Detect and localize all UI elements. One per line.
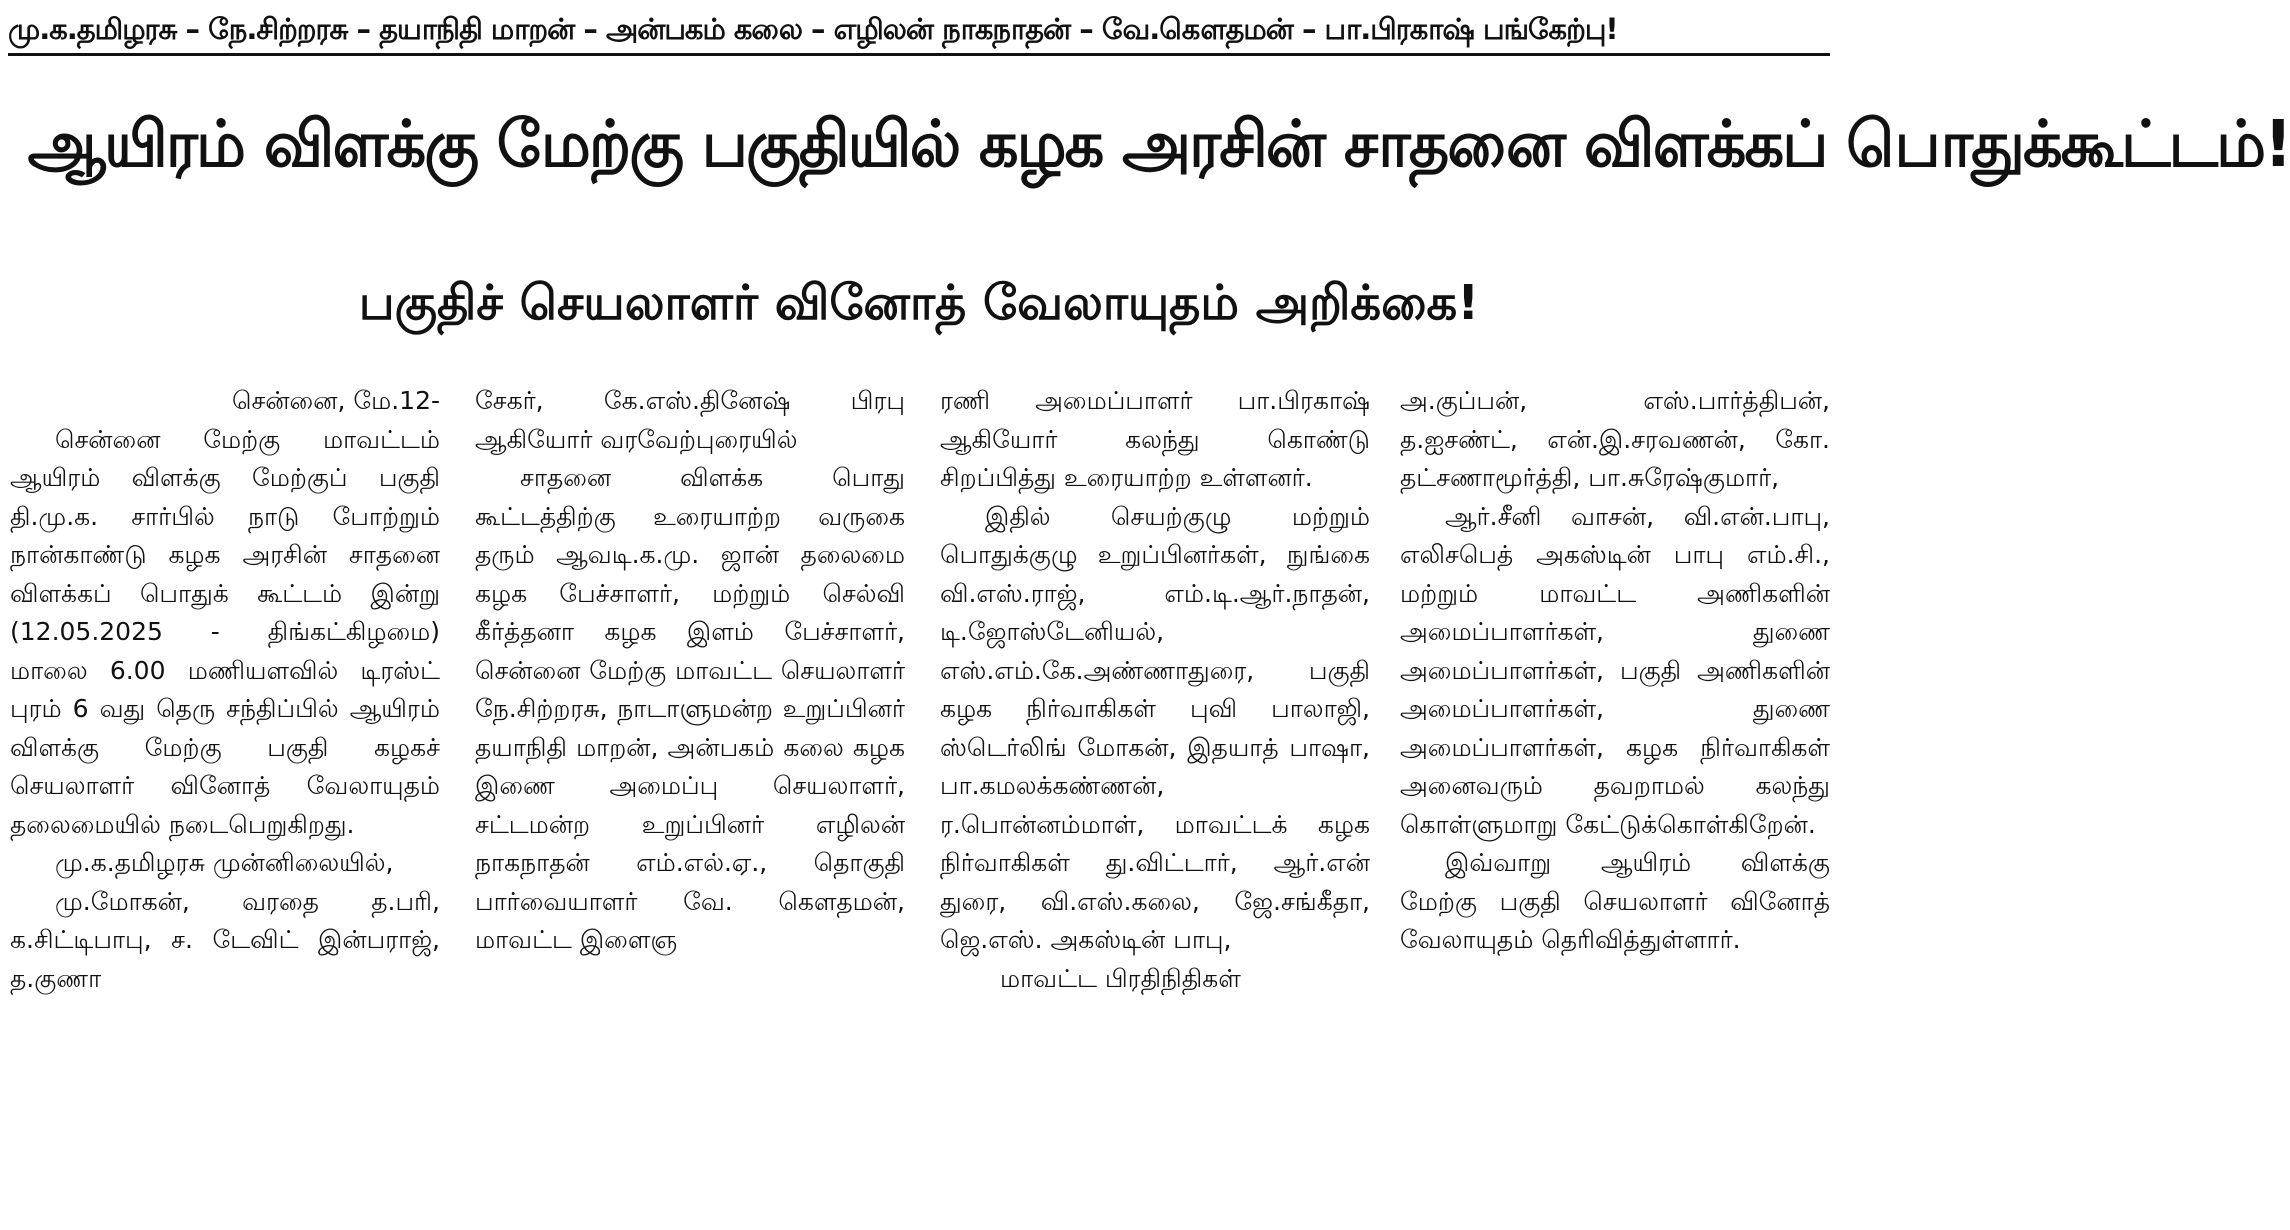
paragraph: இவ்வாறு ஆயிரம் விளக்கு மேற்கு பகுதி செயலாளர் வினோத் வேலாயுதம் தெரிவித்துள்ளார். [1400,848,1830,954]
participants-line: மு.க.தமிழரசு – நே.சிற்றரசு – தயாநிதி மாறன் – அன்பகம் கலை – எழிலன் நாகநாதன் – வே.கௌதமன் – பா.பிரகாஷ் பங்கேற்பு! [8,4,1830,56]
subheadline: பகுதிச் செயலாளர் வினோத் வேலாயுதம் அறிக்கை! [358,275,1480,331]
article-column-1 [10,382,440,1222]
paragraph: ரணி அமைப்பாளர் பா.பிரகாஷ் ஆகியோர் கலந்து கொண்டு சிறப்பித்து உரையாற்ற உள்ளனர். [940,386,1370,492]
paragraph: ஆர்.சீனி வாசன், வி.என்.பாபு, எலிசபெத் அகஸ்டின் பாபு எம்.சி., மற்றும் மாவட்ட அணிகளின் அமைப்பாளர்கள், துணை அமைப்பாளர்கள், பகுதி அணிகளின் அமைப்பாளர்கள், துணை அமைப்பாளர்கள், கழக நிர்வாகிகள் அனைவரும் தவறாமல் கலந்து கொள்ளுமாறு கேட்டுக்கொள்கிறேன். [1400,501,1830,839]
paragraph: மு.க.தமிழரசு முன்னிலையில், [55,848,394,877]
headline: ஆயிரம் விளக்கு மேற்கு பகுதியில் கழக அரசின் சாதனை விளக்கப் பொதுக்கூட்டம்! [27,108,2290,182]
paragraph: இதில் செயற்குழு மற்றும் பொதுக்குழு உறுப்பினர்கள், நுங்கை வி.எஸ்.ராஜ், எம்.டி.ஆர்.நாதன், டி.ஜோஸ்டேனியல், எஸ்.எம்.கே.அண்ணாதுரை, பகுதி கழக நிர்வாகிகள் புவி பாலாஜி, ஸ்டெர்லிங் மோகன், இதயாத் பாஷா, பா.கமலக்கண்ணன், ர.பொன்னம்மாள், மாவட்டக் கழக நிர்வாகிகள் து.விட்டார், ஆர்.என் துரை, வி.எஸ்.கலை, ஜே.சங்கீதா, ஜெ.எஸ். அகஸ்டின் பாபு, [940,501,1370,954]
article-column-4 [1400,382,1830,1222]
paragraph: அ.குப்பன், எஸ்.பார்த்திபன், த.ஐசண்ட், என்.இ.சரவணன், கோ. தட்சணாமூர்த்தி, பா.சுரேஷ்குமார், [1400,386,1830,492]
paragraph: சாதனை விளக்க பொது கூட்டத்திற்கு உரையாற்ற வருகை தரும் ஆவடி.க.மு. ஜான் தலைமை கழக பேச்சாளர், மற்றும் செல்வி கீர்த்தனா கழக இளம் பேச்சாளர், சென்னை மேற்கு மாவட்ட செயலாளர் நே.சிற்றரசு, நாடாளுமன்ற உறுப்பினர் தயாநிதி மாறன், அன்பகம் கலை கழக இணை அமைப்பு செயலாளர், சட்டமன்ற உறுப்பினர் எழிலன் நாகநாதன் எம்.எல்.ஏ., தொகுதி பார்வையாளர் வே. கௌதமன், மாவட்ட இளைஞ [475,463,905,954]
paragraph: மாவட்ட பிரதிநிதிகள் [1000,963,1241,993]
dateline: சென்னை, மே.12- [232,386,440,415]
article-column-2 [475,382,905,1222]
article-column-3 [940,382,1370,1222]
paragraph: சென்னை மேற்கு மாவட்டம் ஆயிரம் விளக்கு மேற்குப் பகுதி தி.மு.க. சார்பில் நாடு போற்றும் நான்காண்டு கழக அரசின் சாதனை விளக்கப் பொதுக் கூட்டம் இன்று (12.05.2025 - திங்கட்கிழமை) மாலை 6.00 மணியளவில் டிரஸ்ட் புரம் 6 வது தெரு சந்திப்பில் ஆயிரம் விளக்கு மேற்கு பகுதி கழகச் செயலாளர் வினோத் வேலாயுதம் தலைமையில் நடைபெறுகிறது. [10,424,440,839]
article-body [10,382,1830,1222]
paragraph: மு.மோகன், வரதை த.பரி, க.சிட்டிபாபு, ச. டேவிட் இன்பராஜ், த.குணா [10,886,440,993]
paragraph: சேகர், கே.எஸ்.தினேஷ் பிரபு ஆகியோர் வரவேற்புரையில் [475,386,905,454]
